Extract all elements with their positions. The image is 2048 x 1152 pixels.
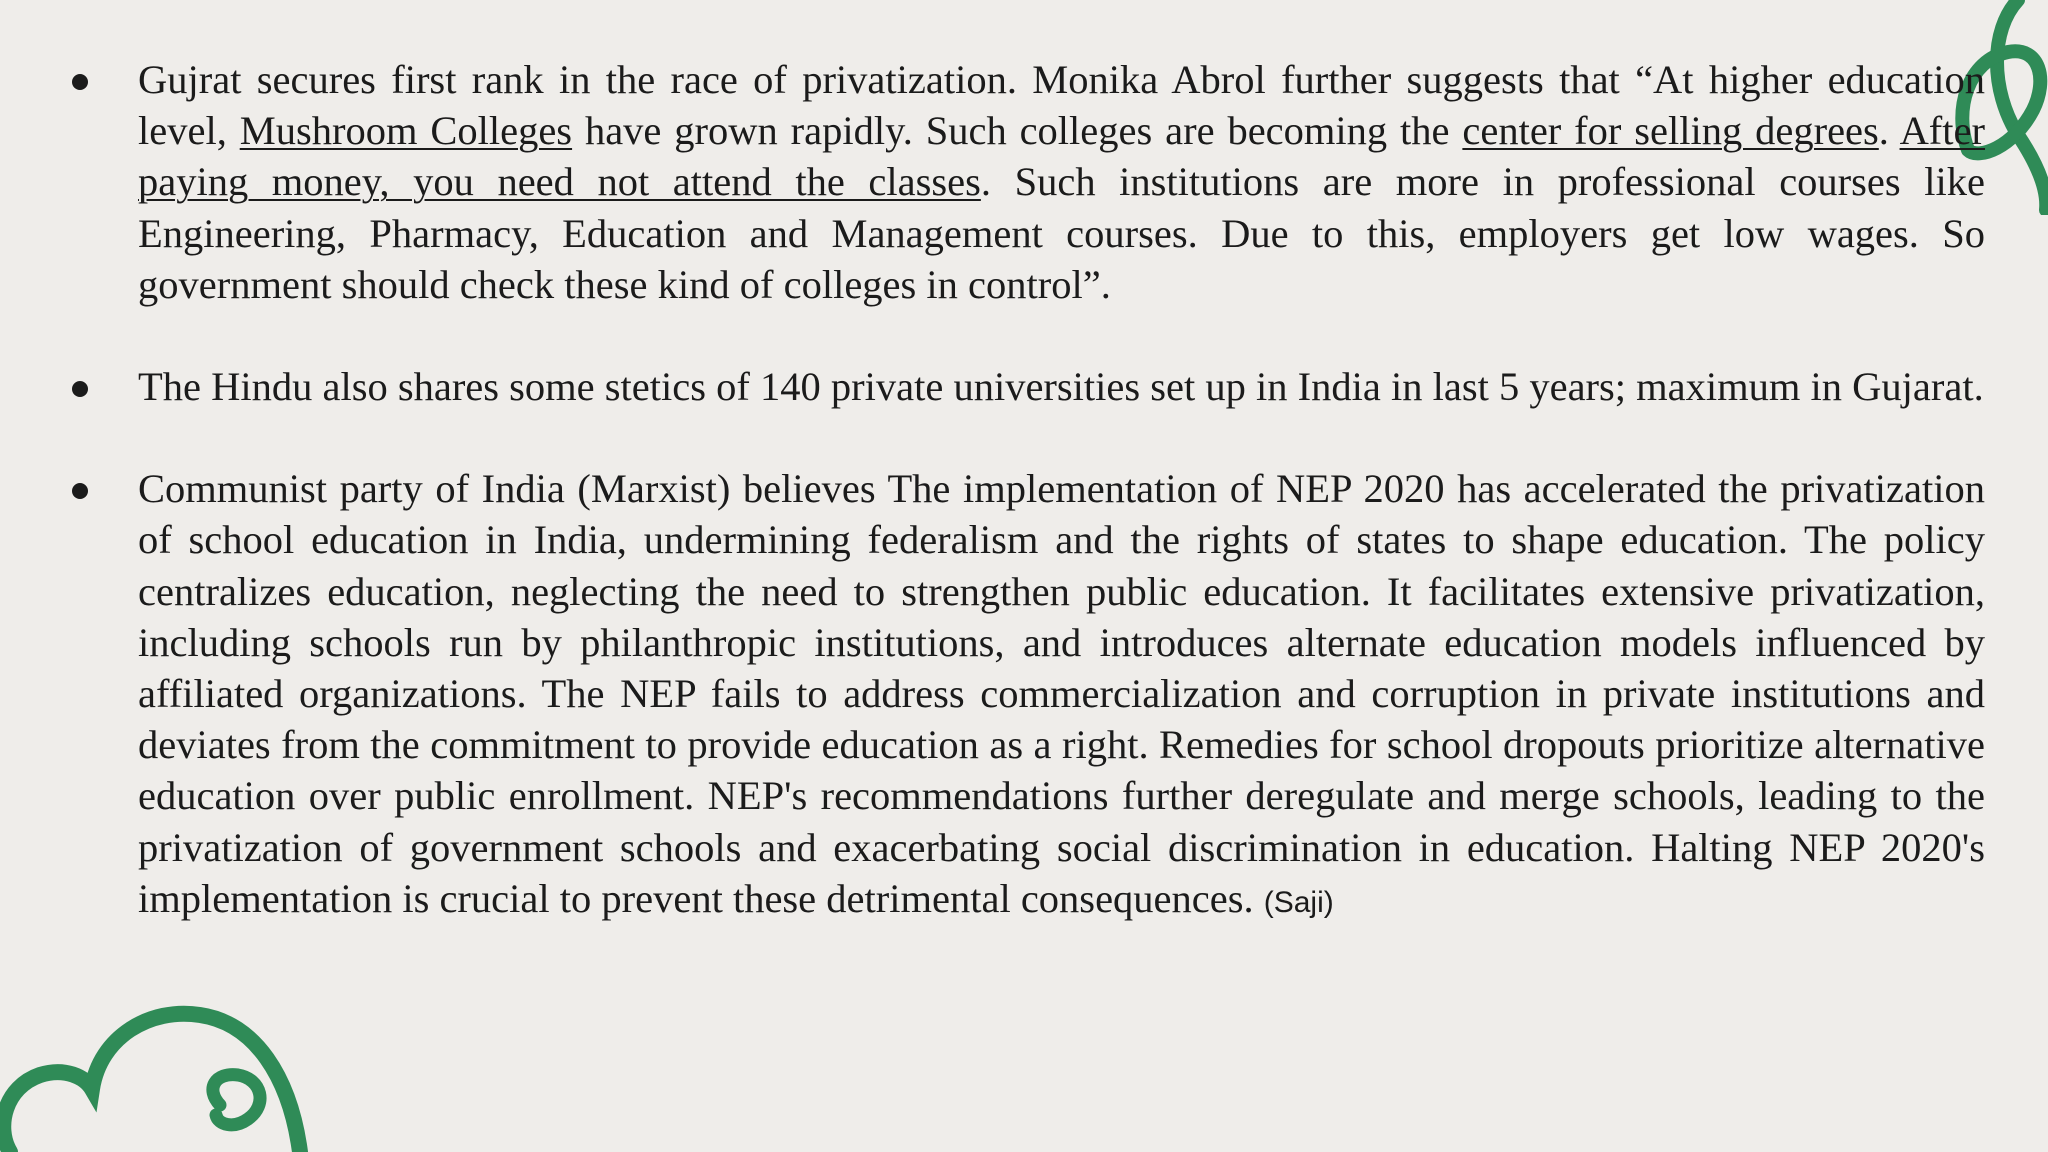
underlined-phrase: After paying money, you need not attend the classes — [138, 108, 1986, 205]
citation: (Saji) — [1263, 885, 1334, 919]
underlined-phrase: Mushroom Colleges — [239, 108, 573, 154]
underlined-phrase: center for selling degrees — [1462, 108, 1879, 154]
bullet-item-gujarat-privatization — [62, 54, 1985, 310]
bullet-paragraph — [138, 463, 1985, 928]
bullet-item-cpim-nep-2020 — [62, 463, 1985, 928]
text-run: . Such institutions are more in professional courses like Engineering, Pharmacy, Education and Management courses. Due to this, employers get low wages. So government should check these kind of colleges in control”. — [138, 159, 1985, 307]
bullet-dot-icon — [72, 483, 88, 499]
bullet-paragraph — [138, 54, 1985, 310]
bullet-item-the-hindu-statistics — [62, 361, 1985, 412]
text-run: Communist party of India (Marxist) believes The implementation of NEP 2020 has accelerated the privatization of school education in India, undermining federalism and the rights of states to shape education. The policy centralizes education, neglecting the need to strengthen public education. It facilitates extensive privatization, including schools run by philanthropic institutions, and introduces alternate education models influenced by affiliated organizations. The NEP fails to address commercialization and corruption in private institutions and deviates from the commitment to provide education as a right. Remedies for school dropouts prioritize alternative education over public enrollment. NEP's recommendations further deregulate and merge schools, leading to the privatization of government schools and exacerbating social discrimination in education. Halting NEP 2020's implementation is crucial to prevent these detrimental consequences. — [138, 466, 1985, 921]
bullet-paragraph: The Hindu also shares some stetics of 140 private universities set up in India in last 5 years; maximum in Gujarat. — [138, 364, 1984, 410]
bullet-dot-icon — [72, 381, 88, 397]
bullet-list — [62, 54, 1985, 979]
text-run: Gujrat secures first rank in the race of privatization. Monika Abrol further suggests that “At higher education level, — [138, 57, 1985, 154]
text-run: have grown rapidly. Such colleges are becoming the — [572, 108, 1463, 154]
green-swirl-bottom-left-icon — [0, 977, 330, 1152]
text-run: . — [1878, 108, 1900, 154]
bullet-dot-icon — [72, 74, 88, 90]
